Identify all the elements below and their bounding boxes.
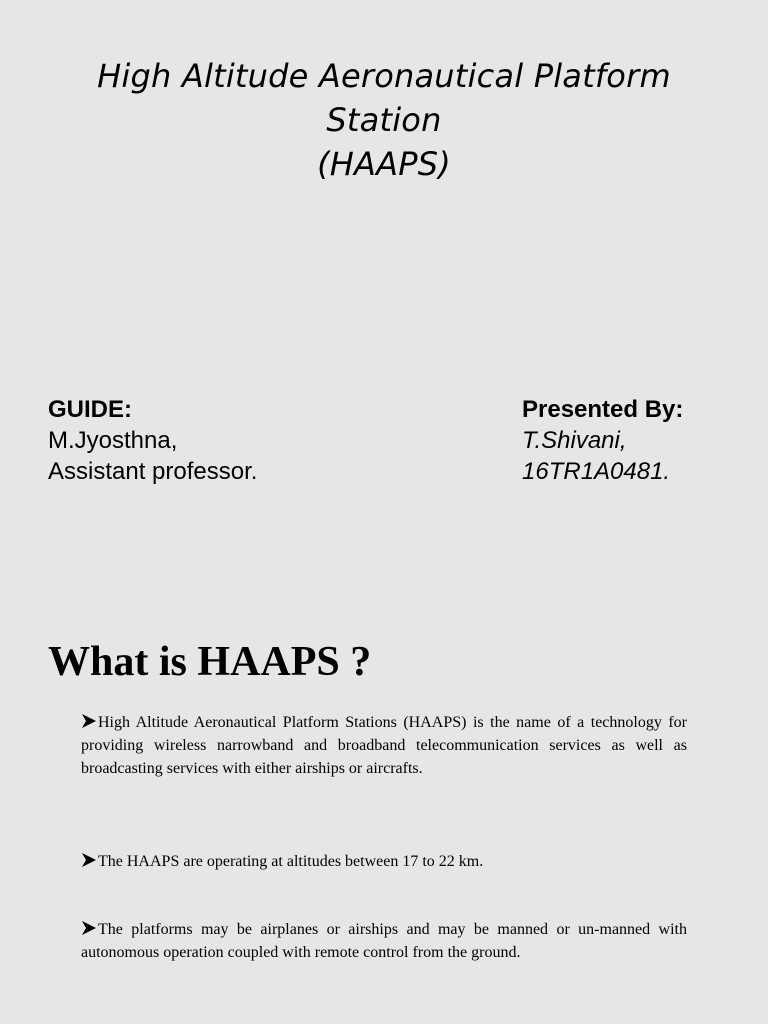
presenter-heading: Presented By: xyxy=(522,396,684,423)
presenter-roll-number: 16TR1A0481. xyxy=(522,458,671,485)
guide-designation: Assistant professor. xyxy=(48,458,258,485)
bullet-text: The HAAPS are operating at altitudes between 17 to 22 km. xyxy=(98,853,484,870)
title-line-3: (HAAPS) xyxy=(317,145,451,183)
bullet-item xyxy=(81,850,687,873)
title-line-1: High Altitude Aeronautical Platform xyxy=(97,57,671,95)
title-line-2: Station xyxy=(326,101,442,139)
guide-name: M.Jyosthna, xyxy=(48,427,178,454)
slide-title xyxy=(0,54,768,186)
bullet-text: High Altitude Aeronautical Platform Stations (HAAPS) is the name of a technology for providing wireless narrowband and broadband telecommunication services as well as broadcasting services with either airships or aircrafts. xyxy=(81,714,687,777)
guide-heading: GUIDE: xyxy=(48,396,132,423)
guide-block xyxy=(48,394,257,487)
arrow-bullet-icon xyxy=(81,713,97,729)
section-title: What is HAAPS ? xyxy=(48,639,372,685)
bullet-text: The platforms may be airplanes or airships and may be manned or un-manned with autonomous operation coupled with remote control from the ground. xyxy=(81,921,687,961)
presenter-name: T.Shivani, xyxy=(522,427,627,454)
content-slide xyxy=(0,618,768,1024)
arrow-bullet-icon xyxy=(81,920,97,936)
bullet-item xyxy=(81,711,687,780)
presenter-block xyxy=(522,394,683,487)
bullet-item xyxy=(81,918,687,964)
arrow-bullet-icon xyxy=(81,852,97,868)
